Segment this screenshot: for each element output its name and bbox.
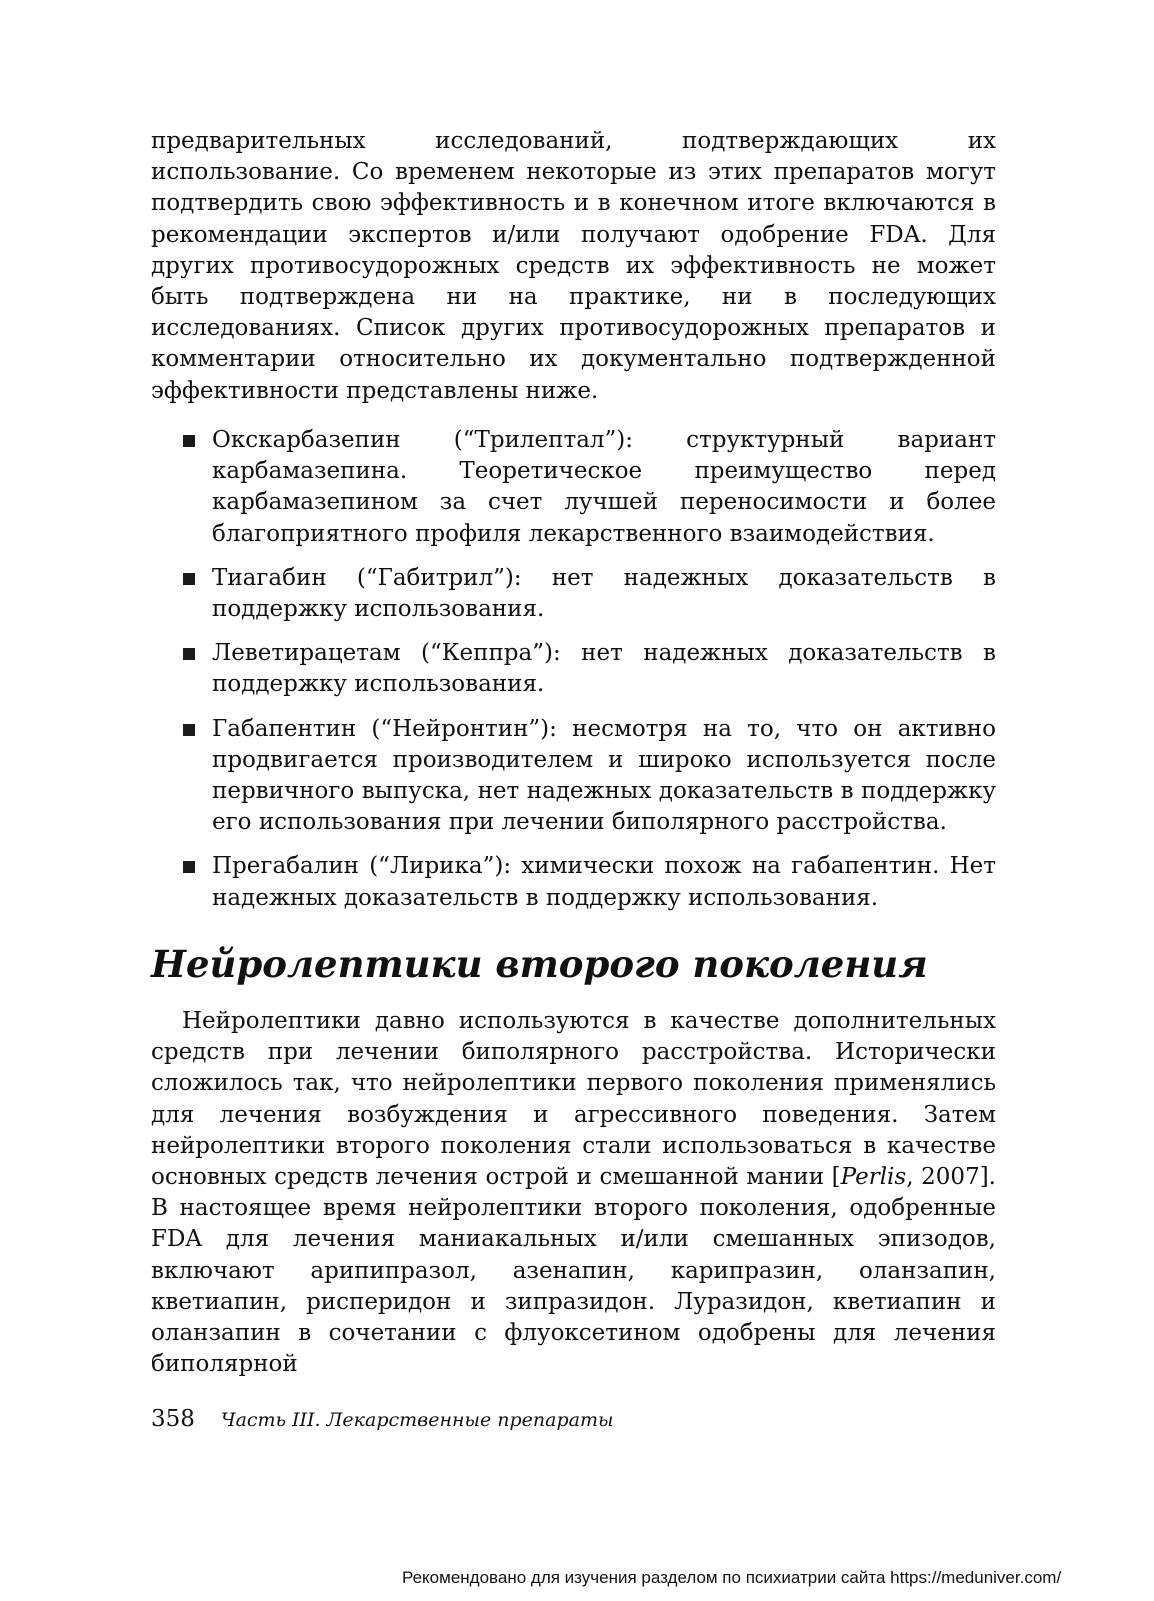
intro-paragraph: предварительных исследований, подтверждающих их использование. Со временем некоторые из этих препаратов могут подтвердить свою эффективность и в конечном итоге включаются в рекомендации экспертов и/или получают одобрение FDA. Для других противосудорожных средств их эффективность не может быть подтверждена ни на практике, ни в последующих исследованиях. Список других противосудорожных препаратов и комментарии относительно их документально подтвержденной эффективности представлены ниже. (151, 128, 996, 404)
bullet-square-icon (183, 724, 195, 736)
page-footer (151, 1404, 613, 1434)
list-item-text: Тиагабин (“Габитрил”): нет надежных доказательств в поддержку использования. (212, 564, 996, 623)
list-item (183, 851, 996, 913)
list-item-text: Прегабалин (“Лирика”): химически похож на габапентин. Нет надежных доказательств в поддержку использования. (212, 853, 996, 911)
list-item (183, 638, 996, 700)
list-item-text: Леветирацетам (“Кеппра”): нет надежных доказательств в поддержку использования. (212, 640, 996, 698)
section-body (151, 1006, 996, 1380)
bullet-square-icon (183, 648, 195, 660)
page-number: 358 (151, 1406, 195, 1432)
section-paragraph-continuation: , 2007]. В настоящее время нейролептики второго поколения, одобренные FDA для лечения маниакальных и/или смешанных эпизодов, включают арипипразол, азенапин, карипразин, оланзапин, кветиапин, рисперидон и зипразидон. Луразидон, кветиапин и оланзапин в сочетании с флуоксетином одобрены для лечения биполярной (151, 1164, 996, 1378)
citation-author: Perlis (840, 1164, 907, 1191)
bullet-square-icon (183, 861, 195, 873)
list-item-text: Окскарбазепин (“Трилептал”): структурный вариант карбамазепина. Теоретическое преимущество перед карбамазепином за счет лучшей переносимости и более благоприятного профиля лекарственного взаимодействия. (212, 427, 996, 547)
watermark-text: Рекомендовано для изучения разделом по психиатрии сайта https://meduniver.com/ (402, 1568, 1062, 1587)
list-item-text: Габапентин (“Нейронтин”): несмотря на то, что он активно продвигается производителем и широко используется после первичного выпуска, нет надежных доказательств в поддержку его использования при лечении биполярного расстройства. (212, 715, 996, 836)
running-footer-title: Часть III. Лекарственные препараты (220, 1409, 614, 1431)
list-item (183, 714, 996, 839)
anticonvulsant-list (183, 425, 996, 927)
section-heading: Нейролептики второго поколения (151, 942, 928, 986)
bullet-square-icon (183, 573, 195, 585)
list-item (183, 563, 996, 625)
section-paragraph-text: Нейролептики давно используются в качестве дополнительных средств при лечении биполярного расстройства. Исторически сложилось так, что нейролептики первого поколения применялись для лечения возбуждения и агрессивного поведения. Затем нейролептики второго поколения стали использоваться в качестве основных средств лечения острой и смешанной мании [ (151, 1008, 996, 1191)
list-item (183, 425, 996, 550)
section-paragraph (151, 1006, 996, 1380)
intro-block (151, 126, 996, 407)
bullet-square-icon (183, 435, 195, 447)
